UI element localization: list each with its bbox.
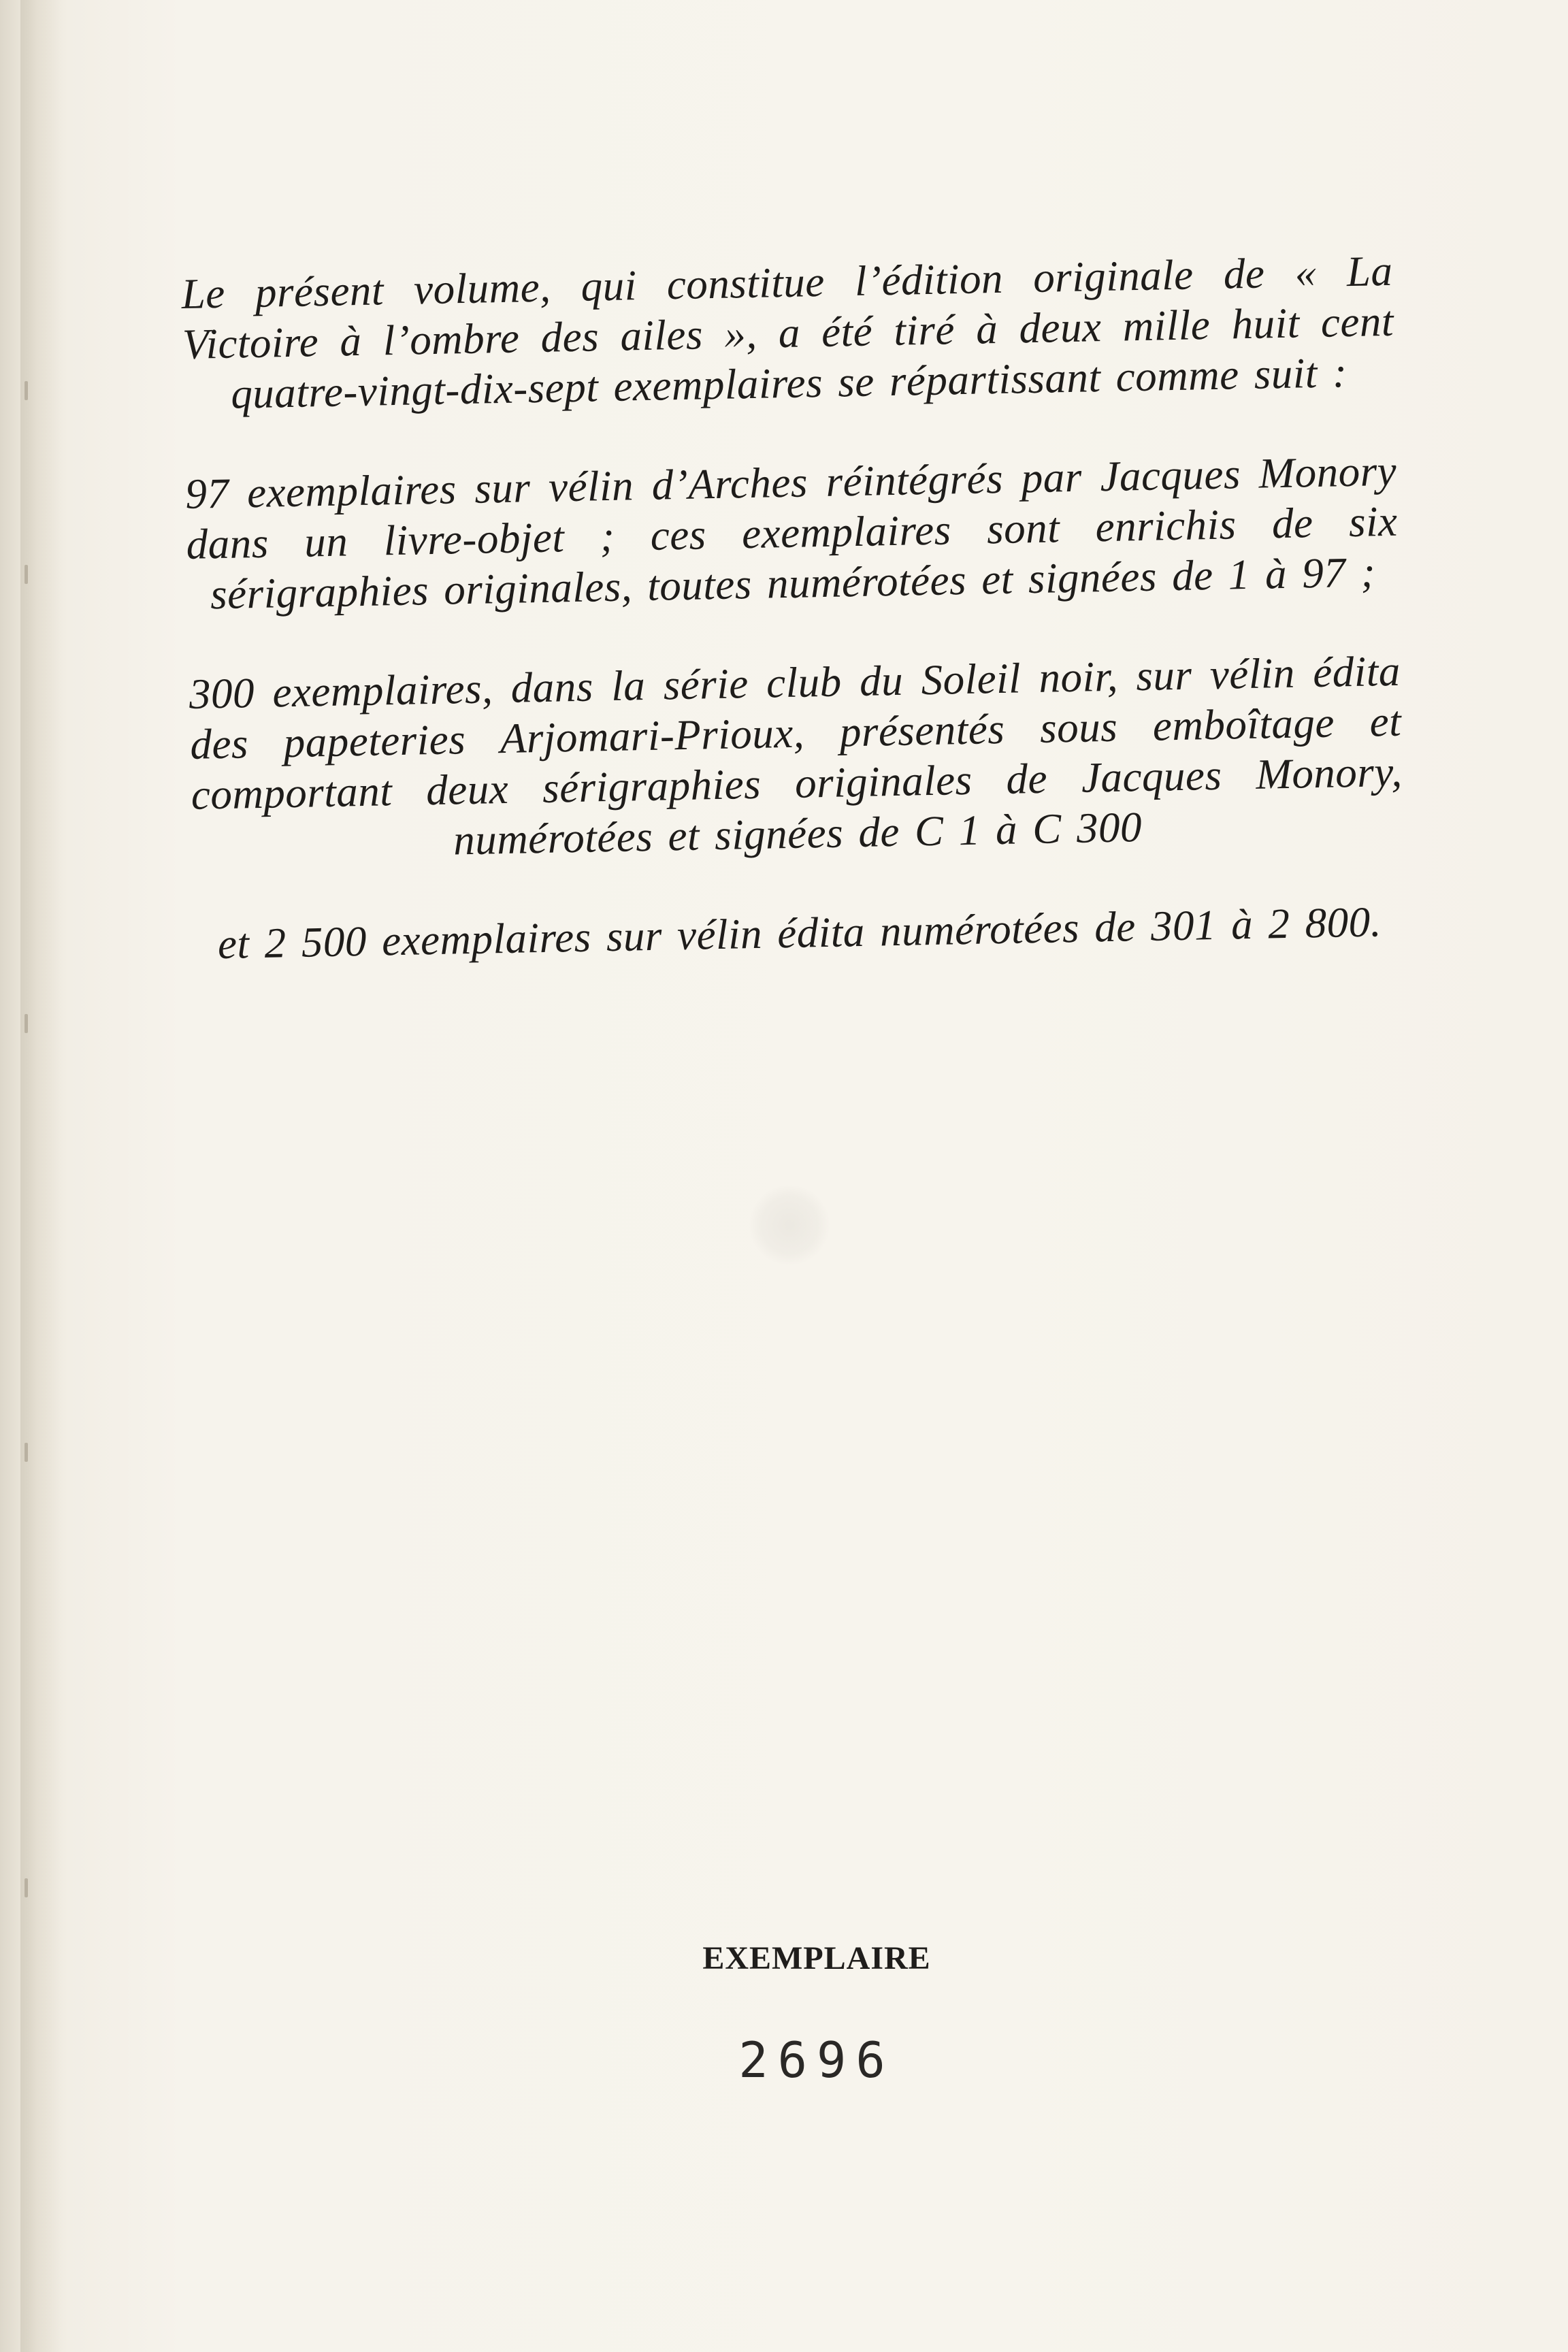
justification-club: 300 exemplaires, dans la série club du Soleil noir, sur vélin édita des papeteries Arjomari-Prioux, présentés sous emboîtage et comportant deux sérigraphies originales de Jacques Monory, numérotées et signées de C 1 à C 300: [189, 647, 1403, 864]
justification-edita: et 2 500 exemplaires sur vélin édita numérotées de 301 à 2 800.: [217, 898, 1382, 968]
exemplaire-label: EXEMPLAIRE: [702, 1940, 931, 1976]
binding-stitch: [24, 381, 28, 400]
binding-stitch: [24, 1443, 28, 1462]
justification-arches: 97 exemplaires sur vélin d’Arches réintégrés par Jacques Monory dans un livre-objet ; ces exemplaires sont enrichis de six sérigraphies originales, toutes numérotées et signées de 1 à 97 ;: [184, 446, 1399, 619]
spine-shadow: [20, 0, 61, 2352]
page-left-edge: [0, 0, 20, 2352]
book-page: [20, 0, 1568, 2352]
justification-text: [181, 246, 1405, 970]
binding-stitch: [24, 1014, 28, 1033]
binding-stitch: [24, 1878, 28, 1897]
exemplaire-number: 2696: [738, 2031, 895, 2089]
justification-intro: Le présent volume, qui constitue l’édition originale de « La Victoire à l’ombre des ailes », a été tiré à deux mille huit cent quatre-vingt-dix-sept exemplaires se répartissant comme suit :: [181, 246, 1394, 418]
binding-stitch: [24, 565, 28, 584]
show-through-ornament: [749, 1184, 830, 1266]
